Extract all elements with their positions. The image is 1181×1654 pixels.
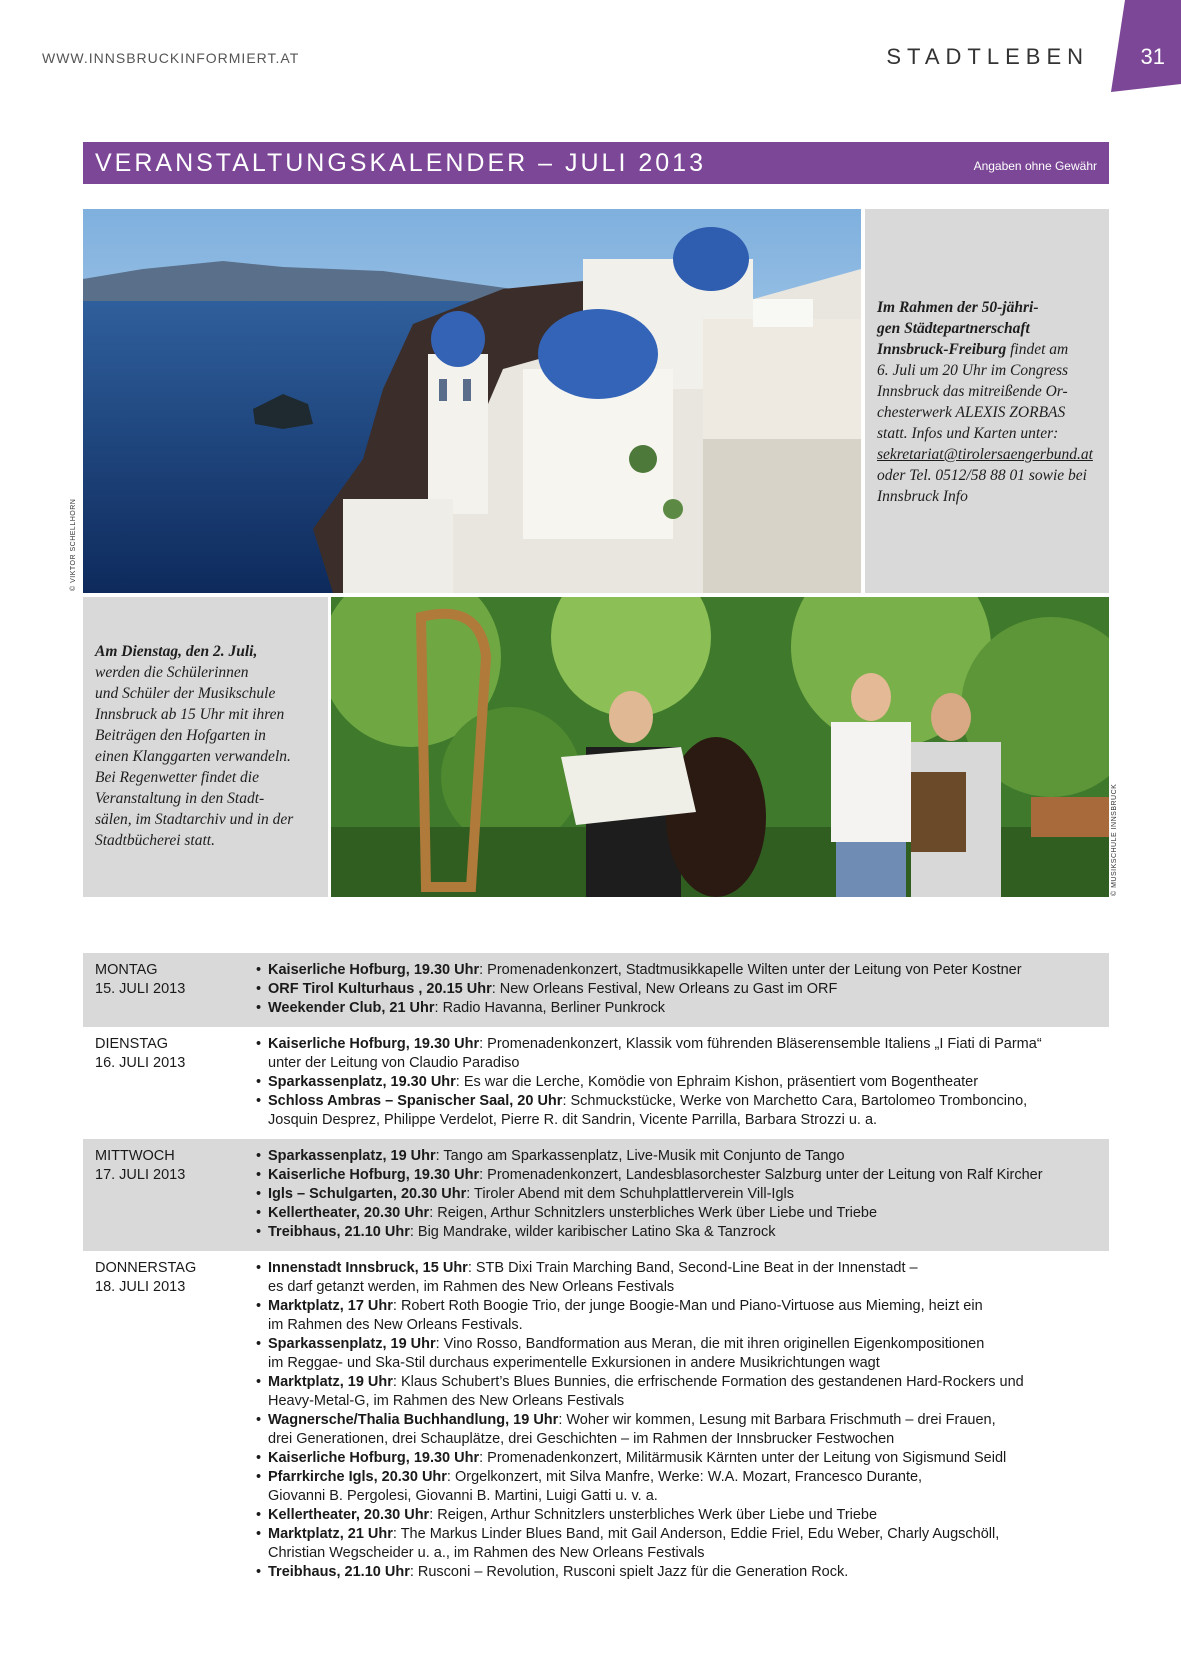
caption-line: 6. Juli um 20 Uhr im Congress: [877, 362, 1069, 379]
event-item: • Marktplatz, 19 Uhr: Klaus Schubert’s Blues Bunnies, die erfrischende Formation des gestandenen Hard-Rockers und Heavy-Metal-G, im Rahmen des New Orleans Festivals: [254, 1373, 1101, 1411]
event-item: • Pfarrkirche Igls, 20.30 Uhr: Orgelkonzert, mit Silva Manfre, Werke: W.A. Mozart, Francesco Durante, Giovanni B. Pergolesi, Giovanni B. Martini, Luigi Gatti u. v. a.: [254, 1468, 1101, 1506]
contact-email[interactable]: sekretariat@tirolersaengerbund.at: [877, 446, 1093, 463]
disclaimer: Angaben ohne Gewähr: [973, 159, 1097, 173]
event-item: • Wagnersche/Thalia Buchhandlung, 19 Uhr: Woher wir kommen, Lesung mit Barbara Frischmuth – drei Frauen, drei Generationen, drei Schauplätze, drei Geschichten – im Rahmen der Innsbrucker Festwochen: [254, 1411, 1101, 1449]
event-item: • Kaiserliche Hofburg, 19.30 Uhr: Promenadenkonzert, Landesblasorchester Salzburg unter der Leitung von Ralf Kircher: [254, 1166, 1101, 1185]
caption-line: Im Rahmen der 50-jähri-: [877, 299, 1039, 316]
event-calendar: [83, 953, 1109, 1591]
date: 18. JULI 2013: [95, 1279, 186, 1295]
event-list: [254, 1035, 1109, 1130]
weekday: DONNERSTAG: [95, 1260, 197, 1276]
day-monday: [83, 953, 1109, 1027]
caption-line: oder Tel. 0512/58 88 01 sowie bei: [877, 467, 1087, 484]
page-number: 31: [1140, 44, 1165, 69]
day-tuesday: [83, 1027, 1109, 1139]
event-item: • Treibhaus, 21.10 Uhr: Rusconi – Revolution, Rusconi spielt Jazz für die Generation Rock.: [254, 1563, 1101, 1582]
calendar-title-bar: [83, 142, 1109, 184]
caption-line: einen Klanggarten verwandeln.: [95, 748, 291, 765]
day-thursday: [83, 1251, 1109, 1591]
event-list: [254, 961, 1109, 1018]
date: 16. JULI 2013: [95, 1055, 186, 1071]
caption-line: Innsbruck das mitreißende Or-: [877, 383, 1068, 400]
event-list: [254, 1259, 1109, 1582]
event-item: • Sparkassenplatz, 19 Uhr: Vino Rosso, Bandformation aus Meran, die mit ihren originellen Eigenkompositionen im Reggae- und Ska-Stil durchaus experimentelle Exkursionen in andere Musikrichtungen wagt: [254, 1335, 1101, 1373]
event-item: • Marktplatz, 17 Uhr: Robert Roth Boogie Trio, der junge Boogie-Man und Piano-Virtuose aus Mieming, heizt ein im Rahmen des New Orleans Festivals.: [254, 1297, 1101, 1335]
caption-line: chesterwerk ALEXIS ZORBAS: [877, 404, 1066, 421]
caption-klanggarten: [83, 597, 328, 897]
day-label: [83, 1035, 254, 1130]
event-item: • Igls – Schulgarten, 20.30 Uhr: Tiroler Abend mit dem Schuhplattlerverein Vill-Igls: [254, 1185, 1101, 1204]
site-url: WWW.INNSBRUCKINFORMIERT.AT: [42, 50, 300, 66]
caption-alexis-zorbas: [865, 209, 1109, 593]
event-item: • Schloss Ambras – Spanischer Saal, 20 Uhr: Schmuckstücke, Werke von Marchetto Cara, Bartolomeo Tromboncino, Josquin Desprez, Philippe Verdelot, Pierre R. dit Sandrin, Vicente Parrilla, Barbara Strozzi u. a.: [254, 1092, 1101, 1130]
page-number-tab: [1103, 0, 1181, 92]
event-item: • ORF Tirol Kulturhaus , 20.15 Uhr: New Orleans Festival, New Orleans zu Gast im ORF: [254, 980, 1101, 999]
day-label: [83, 1147, 254, 1242]
photo-credit-santorini: © VIKTOR SCHELLHORN: [70, 498, 77, 591]
date: 17. JULI 2013: [95, 1167, 186, 1183]
event-item: • Treibhaus, 21.10 Uhr: Big Mandrake, wilder karibischer Latino Ska & Tanzrock: [254, 1223, 1101, 1242]
santorini-illustration: [83, 209, 861, 593]
day-wednesday: [83, 1139, 1109, 1251]
event-item: • Sparkassenplatz, 19.30 Uhr: Es war die Lerche, Komödie von Ephraim Kishon, präsentiert vom Bogentheater: [254, 1073, 1101, 1092]
weekday: DIENSTAG: [95, 1036, 169, 1052]
event-item: • Sparkassenplatz, 19 Uhr: Tango am Sparkassenplatz, Live-Musik mit Conjunto de Tango: [254, 1147, 1101, 1166]
event-item: • Innenstadt Innsbruck, 15 Uhr: STB Dixi Train Marching Band, Second-Line Beat in der Innenstadt – es darf getanzt werden, im Rahmen des New Orleans Festivals: [254, 1259, 1101, 1297]
event-item: • Kellertheater, 20.30 Uhr: Reigen, Arthur Schnitzlers unsterbliches Werk über Liebe und Triebe: [254, 1506, 1101, 1525]
event-item: • Kaiserliche Hofburg, 19.30 Uhr: Promenadenkonzert, Militärmusik Kärnten unter der Leitung von Sigismund Seidl: [254, 1449, 1101, 1468]
event-item: • Kaiserliche Hofburg, 19.30 Uhr: Promenadenkonzert, Klassik vom führenden Bläserensemble Italiens „I Fiati di Parma“ unter der Leitung von Claudio Paradiso: [254, 1035, 1101, 1073]
caption-line: Am Dienstag, den 2. Juli,: [95, 643, 258, 660]
caption-line: und Schüler der Musikschule: [95, 685, 276, 702]
calendar-title: VERANSTALTUNGSKALENDER – JULI 2013: [95, 148, 706, 177]
caption-line: Stadtbücherei statt.: [95, 832, 215, 849]
caption-line: sälen, im Stadtarchiv und in der: [95, 811, 294, 828]
day-label: [83, 1259, 254, 1582]
weekday: MONTAG: [95, 962, 158, 978]
event-item: • Weekender Club, 21 Uhr: Radio Havanna, Berliner Punkrock: [254, 999, 1101, 1018]
caption-line: Innsbruck-Freiburg findet am: [877, 341, 1069, 358]
event-item: • Kaiserliche Hofburg, 19.30 Uhr: Promenadenkonzert, Stadtmusikkapelle Wilten unter der Leitung von Peter Kostner: [254, 961, 1101, 980]
section-title: STADTLEBEN: [886, 44, 1089, 69]
caption-line: Veranstaltung in den Stadt-: [95, 790, 265, 807]
date: 15. JULI 2013: [95, 981, 186, 997]
day-label: [83, 961, 254, 1018]
event-item: • Marktplatz, 21 Uhr: The Markus Linder Blues Band, mit Gail Anderson, Eddie Friel, Edu Weber, Charly Augschöll, Christian Wegscheider u. a., im Rahmen des New Orleans Festivals: [254, 1525, 1101, 1563]
caption-line: gen Städtepartnerschaft: [877, 320, 1030, 337]
photo-credit-musikschule: © MUSIKSCHULE INNSBRUCK: [1111, 783, 1118, 896]
musicians-photo: [331, 597, 1109, 897]
event-list: [254, 1147, 1109, 1242]
musicians-illustration: [331, 597, 1109, 897]
caption-line: Bei Regenwetter findet die: [95, 769, 259, 786]
caption-line: werden die Schülerinnen: [95, 664, 249, 681]
caption-line: Innsbruck Info: [877, 488, 968, 505]
event-item: • Kellertheater, 20.30 Uhr: Reigen, Arthur Schnitzlers unsterbliches Werk über Liebe und Triebe: [254, 1204, 1101, 1223]
weekday: MITTWOCH: [95, 1148, 175, 1164]
santorini-photo: [83, 209, 861, 593]
caption-line: Innsbruck ab 15 Uhr mit ihren: [95, 706, 285, 723]
caption-line: statt. Infos und Karten unter:: [877, 425, 1059, 442]
caption-line: Beiträgen den Hofgarten in: [95, 727, 266, 744]
